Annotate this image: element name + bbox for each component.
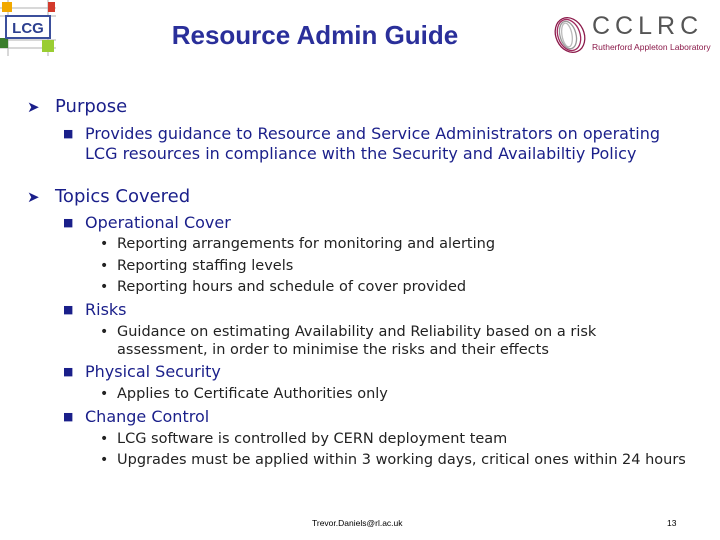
arrow-bullet-icon: ➤ — [27, 188, 40, 206]
topic-physical-security — [63, 362, 221, 382]
footer-email: Trevor.Daniels@rl.ac.uk — [312, 518, 403, 528]
dot-bullet-icon: • — [100, 279, 109, 295]
lcg-logo — [0, 0, 56, 56]
dot-bullet-icon: • — [100, 431, 109, 447]
list-item: • Guidance on estimating Availability and Reliability based on a risk assessment, in order to minimise the risks and their effects — [100, 324, 597, 358]
purpose-item — [63, 124, 675, 164]
topic-label: Operational Cover — [85, 213, 231, 232]
cclrc-name: CCLRC — [592, 12, 704, 40]
topic-operational-cover — [63, 213, 231, 233]
dot-bullet-icon: • — [100, 236, 109, 252]
dot-bullet-icon: • — [100, 258, 109, 274]
list-item: • Reporting staffing levels — [100, 258, 294, 274]
dot-bullet-icon: • — [100, 386, 109, 402]
topic-change-control — [63, 407, 210, 427]
purpose-item-text: Provides guidance to Resource and Service Administrators on operating LCG resources in compliance with the Security and Availabiltiy Policy — [85, 124, 660, 163]
square-bullet-icon: ■ — [63, 216, 74, 229]
dot-bullet-icon: • — [100, 324, 109, 340]
square-bullet-icon: ■ — [63, 410, 74, 423]
swirl-icon — [548, 8, 590, 60]
page-title: Resource Admin Guide — [171, 20, 459, 50]
square-bullet-icon: ■ — [63, 303, 74, 316]
arrow-bullet-icon: ➤ — [27, 98, 40, 116]
topic-risks — [63, 300, 127, 320]
list-item: • Upgrades must be applied within 3 working days, critical ones within 24 hours — [100, 452, 686, 468]
square-bullet-icon: ■ — [63, 365, 74, 378]
topic-label: Change Control — [85, 407, 210, 426]
topic-label: Physical Security — [85, 362, 221, 381]
section-purpose-label: Purpose — [55, 96, 128, 117]
list-item: • Reporting hours and schedule of cover provided — [100, 279, 467, 295]
section-purpose — [27, 96, 127, 117]
topic-label: Risks — [85, 300, 127, 319]
lcg-logo-text: LCG — [12, 20, 44, 37]
list-item: • LCG software is controlled by CERN deployment team — [100, 431, 508, 447]
list-item: • Reporting arrangements for monitoring and alerting — [100, 236, 496, 252]
section-topics — [27, 186, 190, 207]
page-number: 13 — [667, 518, 677, 528]
cclrc-subtitle: Rutherford Appleton Laboratory — [592, 42, 711, 52]
section-topics-label: Topics Covered — [55, 186, 191, 207]
cclrc-logo — [548, 8, 718, 60]
square-bullet-icon: ■ — [63, 127, 74, 140]
list-item: • Applies to Certificate Authorities only — [100, 386, 388, 402]
dot-bullet-icon: • — [100, 452, 109, 468]
